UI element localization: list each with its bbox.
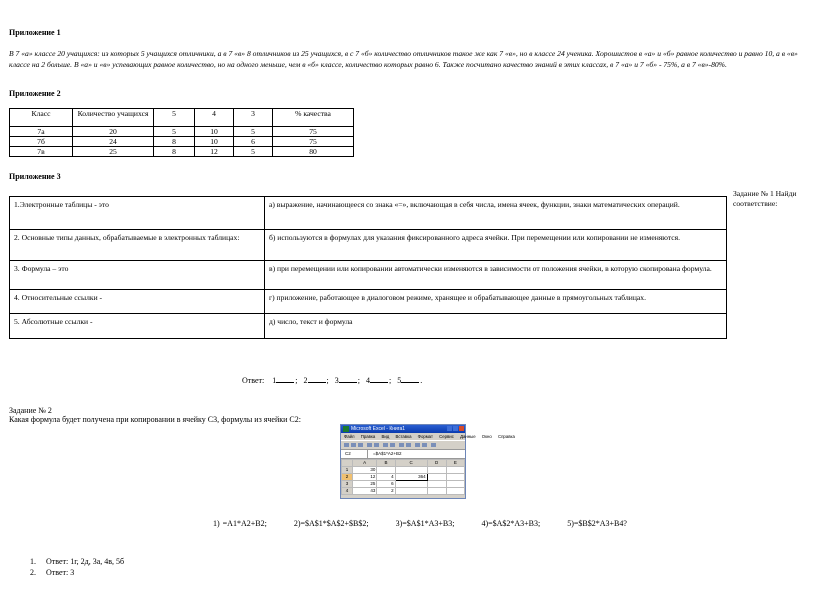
menu-item: Данные [460,434,476,439]
column-header: D [427,460,446,467]
toolbar-icon [390,443,395,447]
table-cell: 7а [10,127,73,137]
toolbar-icon [383,443,388,447]
active-cell: 364 [395,474,427,481]
appendix2-title: Приложение 2 [9,89,61,98]
excel-grid [341,459,465,495]
class-stats-table [9,108,354,157]
list-number: 2. [30,568,36,577]
grid-cell [395,481,427,488]
toolbar-icon [374,443,379,447]
column-header: C [395,460,427,467]
grid-cell [377,467,395,474]
toolbar-icon [415,443,420,447]
row-header: 3 [342,481,353,488]
excel-screenshot [340,424,515,499]
column-header: A [353,460,377,467]
menu-item: Правка [360,434,376,439]
grid-cell: 30 [353,467,377,474]
table-cell: 24 [73,137,154,147]
grid-cell [395,488,427,495]
table-row [10,127,354,137]
menu-item: Вставка [395,434,412,439]
table-row [10,230,727,261]
table-row [10,314,727,339]
list-item [30,556,124,567]
option-5: 5)=$B$2*A3+B4? [567,519,627,528]
grid-cell: 12 [353,474,377,481]
definition-cell: в) при перемещении или копировании автоматически изменяются в зависимости от положения ячейки, в которую скопирована формула. [265,261,727,290]
answer-blank[interactable] [276,382,294,383]
table-cell: 8 [154,137,195,147]
definition-cell: д) число, текст и формула [265,314,727,339]
excel-titlebar [341,425,465,433]
term-cell: 2. Основные типы данных, обрабатываемые в электронных таблицах: [10,230,265,261]
table-cell: 6 [234,137,273,147]
header-3: 3 [234,109,273,127]
grid-cell [446,488,464,495]
table-cell: 20 [73,127,154,137]
answer-blank[interactable] [308,382,326,383]
excel-icon [343,426,349,432]
answer-label: Ответ: [242,376,265,385]
answer-item-4: 4 [365,376,370,385]
header-4: 4 [195,109,234,127]
grid-cell [446,467,464,474]
grid-cell [446,481,464,488]
matching-table [9,196,727,339]
task1-label: Задание № 1 Найди соответствие: [733,189,797,208]
task2-title: Задание № 2 [9,406,52,415]
answer-text: Ответ: 1г, 2д, 3а, 4в, 5б [46,557,125,566]
column-header: E [446,460,464,467]
header-class: Класс [10,109,73,127]
task2-question: Какая формула будет получена при копировании в ячейку С3, формулы из ячейки С2: [9,415,301,424]
grid-row [342,467,465,474]
excel-formula-bar [341,450,465,459]
term-cell: 5. Абсолютные ссылки - [10,314,265,339]
table-cell: 25 [73,147,154,157]
definition-cell: б) используются в формулах для указания фиксированного адреса ячейки. При перемещении или копировании не изменяются. [265,230,727,261]
toolbar-icon [406,443,411,447]
grid-cell: 4 [377,474,395,481]
column-header: B [377,460,395,467]
toolbar-icon [431,443,436,447]
table-cell: 75 [273,127,354,137]
answer-blank[interactable] [401,382,419,383]
grid-cell: 6 [377,481,395,488]
menu-item: Формат [417,434,433,439]
grid-cell [427,467,446,474]
answer-line: Ответ: 1 ; 2 ; 3 ; 4 ; 5 . [242,376,423,385]
table-cell: 10 [195,127,234,137]
option-4: 4)=$A$2*A3+B3; [481,519,541,528]
option-1: 1) =A1*A2+B2; [213,519,267,528]
table-cell: 7в [10,147,73,157]
toolbar-icon [399,443,404,447]
menu-item: Справка [498,434,515,439]
minimize-icon [447,426,452,431]
table-row [10,290,727,314]
table-cell: 80 [273,147,354,157]
answer-item-5: 5 [397,376,402,385]
menu-item: Вид [381,434,390,439]
table-row [10,137,354,147]
grid-row [342,481,465,488]
term-cell: 4. Относительные ссылки - [10,290,265,314]
menu-item: Окно [481,434,492,439]
table-row [10,147,354,157]
maximize-icon [453,426,458,431]
list-item [30,567,124,578]
row-header: 1 [342,467,353,474]
toolbar-icon [351,443,356,447]
definition-cell: г) приложение, работающее в диалоговом режиме, хранящее и обрабатывающее данные в прямоугольных таблицах. [265,290,727,314]
grid-cell [395,467,427,474]
option-3: 3)=$A$1*A3+B3; [395,519,455,528]
table-cell: 12 [195,147,234,157]
toolbar-icon [344,443,349,447]
cell-reference: C2 [343,450,368,458]
formula-options [213,519,651,528]
answer-blank[interactable] [370,382,388,383]
grid-cell: 2 [377,488,395,495]
answer-text: Ответ: 3 [46,568,75,577]
answer-item-2: 2 [303,376,308,385]
term-cell: 3. Формула – это [10,261,265,290]
grid-cell [427,474,446,481]
answer-item-1: 1 [272,376,277,385]
header-count: Количество учащихся [73,109,154,127]
table-row [10,261,727,290]
row-header: 4 [342,488,353,495]
grid-cell [446,474,464,481]
header-quality: % качества [273,109,354,127]
header-5: 5 [154,109,195,127]
appendix1-text: В 7 «а» классе 20 учащихся: из которых 5 учащихся отличники, а в 7 «в» 8 отличников из 25 учащихся, в с 7 «б» количество отличников такое же как 7 «в», но в классе 24 ученика. Хорошистов в «а» и «б» равное количество и равно 10, а в «в» классе на 2 больше. В «а» и «в» успевающих равное количество, но на одного меньше, чем в «б» классе, количество которых равно 6. Также посчитано качество знаний в этих классах, в 7 «а» и 7 «б» - 75%, а в 7 «в»-80%. [9,49,798,69]
option-2: 2)=$A$1*$A$2+$B$2; [293,519,369,528]
answer-item-3: 3 [334,376,339,385]
grid-cell: 25 [353,481,377,488]
excel-menubar [341,433,515,440]
menu-item: Сервис [439,434,454,439]
excel-title: Microsoft Excel - Книга1 [351,426,406,432]
grid-row [342,474,465,481]
definition-cell: а) выражение, начинающееся со знака «=», включающая в себя числа, имена ячеек, функции, знаки математических операций. [265,197,727,230]
list-number: 1. [30,557,36,566]
grid-cell: 43 [353,488,377,495]
table-cell: 5 [154,127,195,137]
grid-row [342,488,465,495]
answers-list [30,556,124,578]
grid-cell [427,488,446,495]
table-cell: 5 [234,127,273,137]
toolbar-icon [422,443,427,447]
toolbar-icon [358,443,363,447]
grid-cell [427,481,446,488]
appendix3-title: Приложение 3 [9,172,61,181]
close-icon [459,426,464,431]
row-header: 2 [342,474,353,481]
appendix1-title: Приложение 1 [9,28,61,37]
table-cell: 5 [234,147,273,157]
answer-blank[interactable] [339,382,357,383]
formula-text: =$A$1*A2+B2 [373,451,402,456]
toolbar-icon [367,443,372,447]
table-cell: 8 [154,147,195,157]
excel-toolbar [341,440,465,450]
term-cell: 1.Электронные таблицы - это [10,197,265,230]
table-cell: 75 [273,137,354,147]
menu-item: Файл [344,434,355,439]
corner-cell [342,460,353,467]
table-cell: 7б [10,137,73,147]
table-cell: 10 [195,137,234,147]
table-row [10,197,727,230]
